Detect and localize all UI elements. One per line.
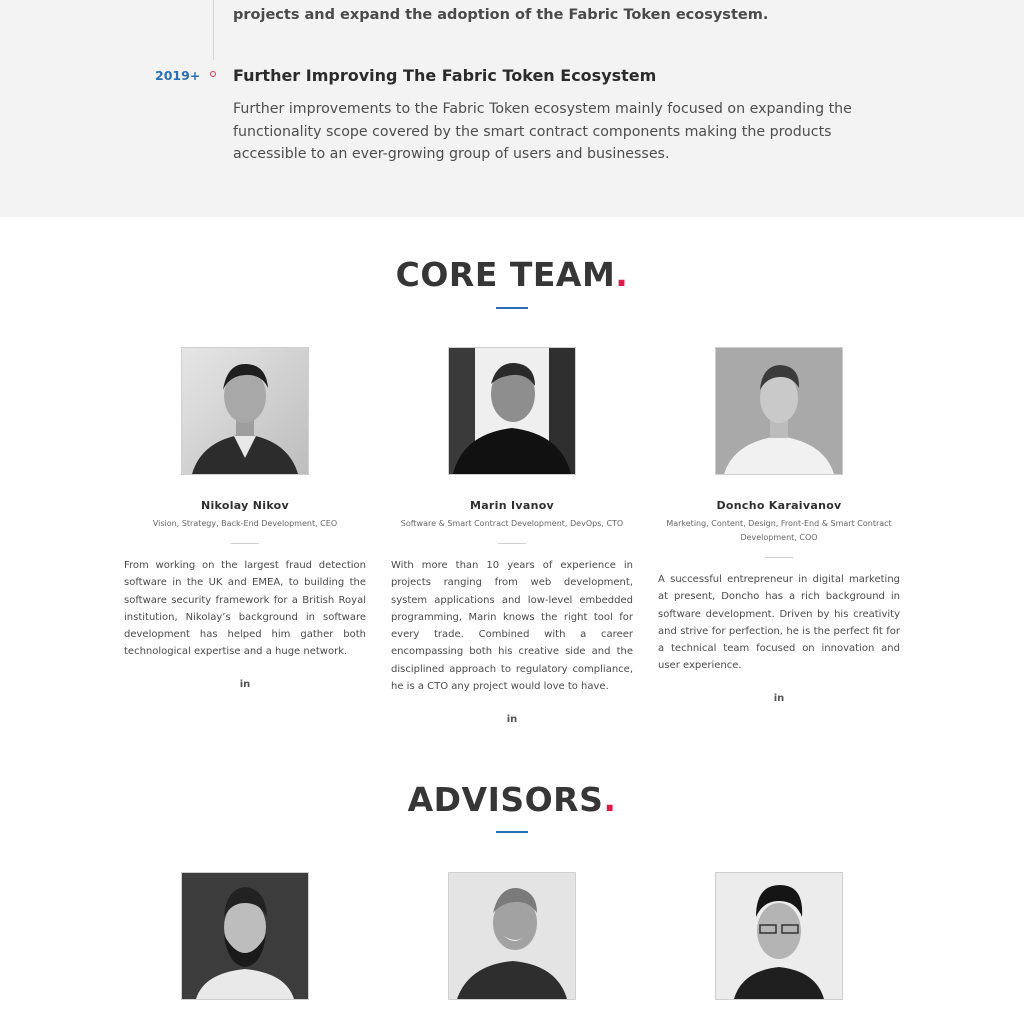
- member-name: Marin Ivanov: [469, 499, 555, 512]
- core-team-heading: [0, 255, 1024, 294]
- timeline-item-description: Further improvements to the Fabric Token ecosystem mainly focused on expanding the functionality scope covered by the smart contract components making the products accessible to an ever-growing group of users and businesses.: [233, 101, 852, 162]
- advisors-divider: [496, 831, 528, 833]
- member-role: Software & Smart Contract Development, DevOps, CTO: [400, 519, 624, 528]
- timeline-previous-text: projects and expand the adoption of the Fabric Token ecosystem.: [233, 7, 769, 23]
- person-photo-icon: [448, 347, 576, 475]
- heading-dot: .: [615, 255, 629, 294]
- linkedin-icon[interactable]: in: [773, 693, 785, 704]
- advisor-photo-icon: [181, 872, 309, 1000]
- timeline-line: [213, 0, 214, 60]
- advisor-photo-icon: [448, 872, 576, 1000]
- member-divider: [498, 543, 526, 544]
- linkedin-icon[interactable]: in: [506, 714, 518, 725]
- person-photo-icon: [715, 347, 843, 475]
- member-role: Vision, Strategy, Back-End Development, CEO: [152, 519, 338, 528]
- member-name: Doncho Karaivanov: [716, 499, 842, 512]
- team-member-card: [658, 347, 900, 717]
- advisor-photo-icon: [715, 872, 843, 1000]
- member-name: Nikolay Nikov: [200, 499, 290, 512]
- member-divider: [765, 557, 793, 558]
- advisors-heading-text: ADVISORS: [407, 780, 604, 819]
- member-role: Marketing, Content, Design, Front-End & Smart Contract Development, COO: [666, 519, 892, 542]
- core-team-heading-text: CORE TEAM: [395, 255, 616, 294]
- team-member-card: [124, 347, 366, 707]
- team-member-card: [391, 347, 633, 727]
- core-team-divider: [496, 307, 528, 309]
- member-bio: A successful entrepreneur in digital marketing at present, Doncho has a rich background in software development. Driven by his creativity and strive for perfection, he is the perfect fit for a technical team focused on innovation and user experience.: [658, 574, 900, 672]
- member-bio: With more than 10 years of experience in projects ranging from web development, system applications and low-level embedded programming, Marin knows the right tool for every trade. Combined with a career encompassing both his creative side and the disciplined approach to regulatory compliance, he is a CTO any project would love to have.: [391, 560, 633, 693]
- person-photo-icon: [181, 347, 309, 475]
- heading-dot: .: [603, 780, 617, 819]
- timeline-item-title: Further Improving The Fabric Token Ecosystem: [233, 66, 657, 85]
- advisors-heading: [0, 780, 1024, 819]
- timeline-year: 2019+: [155, 68, 201, 83]
- member-divider: [231, 543, 259, 544]
- timeline-dot-icon: [210, 71, 216, 77]
- roadmap-timeline-section: [0, 0, 1024, 217]
- member-bio: From working on the largest fraud detection software in the UK and EMEA, to building the software security framework for a British Royal institution, Nikolay’s background in software development has helped him gather both technological expertise and a huge network.: [124, 560, 366, 658]
- linkedin-icon[interactable]: in: [239, 679, 251, 690]
